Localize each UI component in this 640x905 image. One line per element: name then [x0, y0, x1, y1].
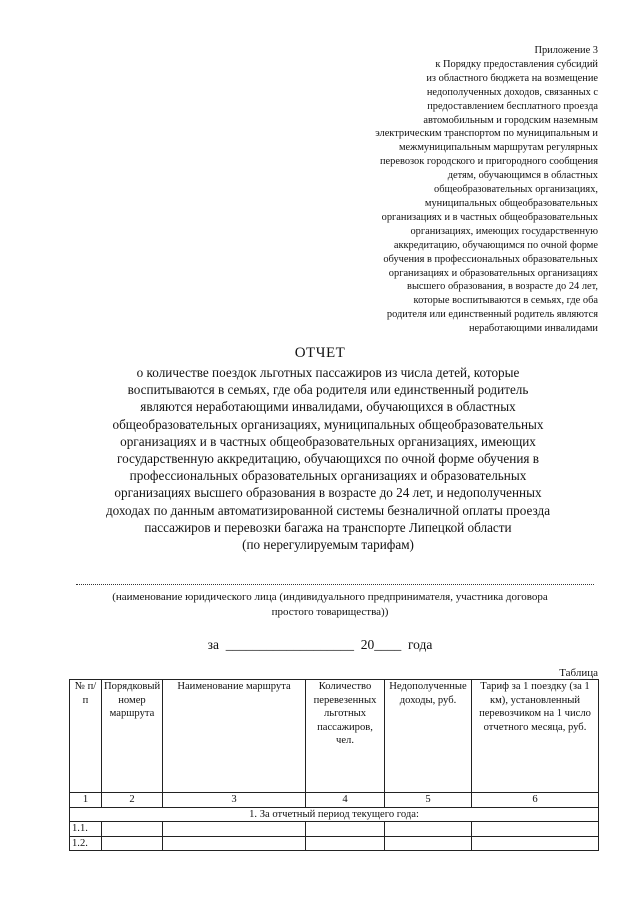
col-header-lost-revenue: Недополученные доходы, руб. — [385, 680, 472, 793]
table-cell[interactable] — [306, 822, 385, 837]
table-label: Таблица — [559, 667, 598, 679]
appendix-line: к Порядку предоставления субсидий — [435, 58, 598, 70]
col-header-route-number: Порядковый номер маршрута — [102, 680, 163, 793]
entity-caption-line: простого товарищества)) — [271, 605, 389, 618]
section-title: 1. За отчетный период текущего года: — [70, 807, 599, 822]
appendix-line: общеобразовательных организациях, — [434, 184, 598, 196]
appendix-line: организациях, имеющих государственную — [410, 225, 598, 237]
report-description-line: профессиональных образовательных организациях и образовательных — [129, 468, 527, 484]
table-row — [70, 822, 599, 837]
reporting-period-line[interactable]: за ___________________ 20____ года — [207, 637, 433, 652]
column-number-row — [70, 793, 599, 808]
appendix-line: которые воспитываются в семьях, где оба — [413, 295, 598, 307]
appendix-line: обучения в профессиональных образовательных — [383, 253, 598, 265]
report-description-line: (по нерегулируемым тарифам) — [242, 537, 414, 553]
entity-name-fill-line[interactable] — [76, 584, 594, 585]
appendix-header — [298, 44, 598, 336]
report-description-line: общеобразовательных организациях, муниципальных общеобразовательных — [112, 416, 544, 432]
report-description-line: государственную аккредитацию, обучающихся по очной форме обучения в — [117, 451, 539, 467]
appendix-line: муниципальных общеобразовательных — [424, 197, 598, 209]
table-cell[interactable] — [472, 822, 599, 837]
appendix-line: детям, обучающимся в областных — [447, 170, 598, 182]
report-description-line: являются неработающими инвалидами, обучающихся в областных — [140, 399, 516, 415]
column-number: 6 — [472, 793, 599, 808]
table-cell[interactable] — [102, 836, 163, 851]
appendix-line: аккредитацию, обучающимся по очной форме — [393, 239, 598, 251]
appendix-line: межмуниципальным маршрутам регулярных — [398, 142, 598, 154]
appendix-line: неработающими инвалидами — [468, 323, 598, 335]
appendix-line: недополученных доходов, связанных с — [426, 86, 598, 98]
column-number: 2 — [102, 793, 163, 808]
table-cell[interactable] — [385, 836, 472, 851]
table-cell[interactable] — [102, 822, 163, 837]
report-title: ОТЧЕТ — [294, 345, 346, 361]
report-description-line: о количестве поездок льготных пассажиров из числа детей, которые — [136, 365, 520, 380]
report-description-line: воспитываются в семьях, где оба родителя или единственный родитель — [127, 382, 529, 398]
row-label: 1.1. — [70, 822, 102, 837]
report-table — [69, 679, 599, 851]
appendix-line: электрическим транспортом по муниципальным и — [375, 128, 598, 140]
col-header-number: № п/п — [70, 680, 102, 793]
report-description-line: организациях высшего образования в возрасте до 24 лет, и недополученных — [114, 485, 542, 501]
appendix-line: из областного бюджета на возмещение — [426, 72, 598, 84]
table-cell[interactable] — [306, 836, 385, 851]
row-label: 1.2. — [70, 836, 102, 851]
table-cell[interactable] — [163, 836, 306, 851]
column-number: 3 — [163, 793, 306, 808]
appendix-line: родителя или единственный родитель являются — [386, 309, 598, 321]
report-description-line: организациях и в частных общеобразовательных организациях, имеющих — [120, 433, 536, 449]
report-description-line: пассажиров и перевозки багажа на транспорте Липецкой области — [144, 519, 512, 535]
appendix-line: Приложение 3 — [534, 45, 598, 56]
col-header-passenger-count: Количество перевезенных льготных пассажиров, чел. — [306, 680, 385, 793]
table-row — [70, 836, 599, 851]
appendix-line: автомобильным и городским наземным — [423, 114, 598, 126]
appendix-line: перевозок городского и пригородного сообщения — [380, 156, 598, 168]
col-header-route-name: Наименование маршрута — [163, 680, 306, 793]
entity-caption-line: (наименование юридического лица (индивидуального предпринимателя, участника договора — [112, 591, 548, 603]
col-header-tariff: Тариф за 1 поездку (за 1 км), установленный перевозчиком на 1 число отчетного месяца, руб. — [472, 680, 599, 793]
appendix-line: предоставлением бесплатного проезда — [427, 100, 598, 112]
table-cell[interactable] — [472, 836, 599, 851]
appendix-line: высшего образования, в возрасте до 24 лет, — [407, 281, 598, 293]
report-description-line: доходах по данным автоматизированной системы безналичной оплаты проезда — [105, 502, 551, 518]
column-number: 4 — [306, 793, 385, 808]
report-description — [62, 364, 594, 553]
entity-caption — [60, 590, 600, 619]
table-header-row — [70, 680, 599, 793]
table-cell[interactable] — [163, 822, 306, 837]
appendix-line: организациях и в частных общеобразовательных — [381, 211, 598, 223]
column-number: 5 — [385, 793, 472, 808]
column-number: 1 — [70, 793, 102, 808]
table-cell[interactable] — [385, 822, 472, 837]
appendix-line: организациях и образовательных организациях — [388, 267, 598, 279]
section-row — [70, 807, 599, 822]
